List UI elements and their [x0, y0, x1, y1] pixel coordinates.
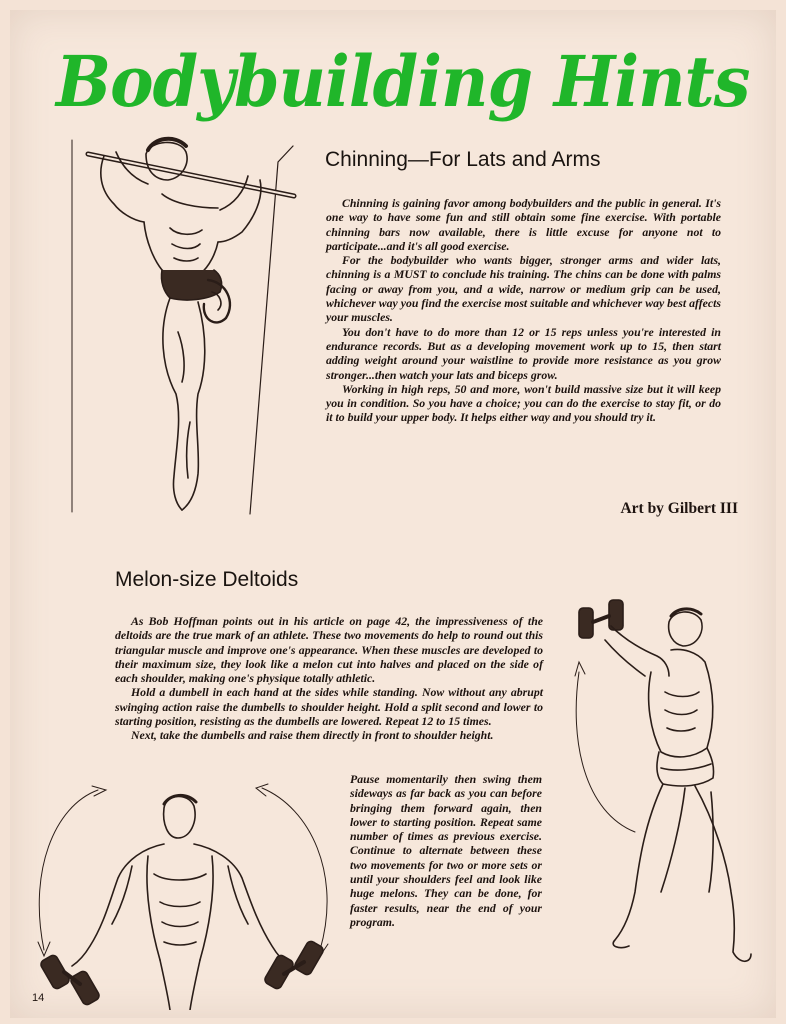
article1-paragraph: For the bodybuilder who wants bigger, stronger arms and wider lats, chinning is a MUST to conclude his training. The chins can be done with palms facing or away from you, and a wide, narrow or medium grip can be used, whichever way you find the exercise most suitable and whichever way best affects your muscles.	[326, 253, 721, 325]
page-number: 14	[32, 992, 45, 1004]
chin-up-illustration	[58, 132, 303, 522]
article2-continuation: Pause momentarily then swing them sideways as far back as you can before bringing them forward again, then lower to starting position. Repeat same number of times as previous exercise. Continue to alternate between these two movements for two or more sets or until your shoulders feel and look like huge melons. They can be done, for faster results, near the end of your program.	[350, 772, 542, 929]
front-raise-illustration	[565, 592, 755, 977]
article2-paragraph: Next, take the dumbells and raise them directly in front to shoulder height.	[131, 728, 494, 743]
article1-paragraph: Chinning is gaining favor among bodybuilders and the public in general. It's one way to have some fun and still obtain some fine exercise. With portable chinning bars now available, there is little excuse for anyone not to participate...and it's all good exercise.	[326, 196, 721, 253]
article2-paragraph: Hold a dumbell in each hand at the sides while standing. Now without any abrupt swinging action raise the dumbells to shoulder height. Hold a split second and lower to starting position, resisting as the dumbells are lowered. Repeat 12 to 15 times.	[115, 685, 543, 729]
article2-body	[115, 614, 543, 743]
article1-paragraph: Working in high reps, 50 and more, won't build massive size but it will keep you in condition. So you have a choice; you can do the exercise to stay fit, or do it to build your upper body. It helps either way and you should try it.	[326, 381, 721, 425]
article1-heading: Chinning—For Lats and Arms	[325, 148, 601, 171]
lateral-raise-illustration	[14, 782, 350, 1010]
article1-body	[326, 196, 721, 425]
article2-heading: Melon-size Deltoids	[115, 568, 299, 591]
art-credit: Art by Gilbert III	[620, 500, 738, 517]
article1-paragraph: You don't have to do more than 12 or 15 reps unless you're interested in endurance records. But as a developing movement work up to 15, then start adding weight around your waistline to provide more resistance as you grow stronger...then watch your lats and biceps grow.	[326, 324, 721, 382]
article2-paragraph: As Bob Hoffman points out in his article on page 42, the impressiveness of the deltoids are the true mark of an athlete. These two movements do help to round out this triangular muscle and improve one's appearance. When these muscles are developed to their maximum size, they look like a melon cut into halves and placed on the side of each shoulder, making one's physique totally athletic.	[115, 614, 543, 686]
page-title: Bodybuilding Hints	[56, 40, 750, 123]
